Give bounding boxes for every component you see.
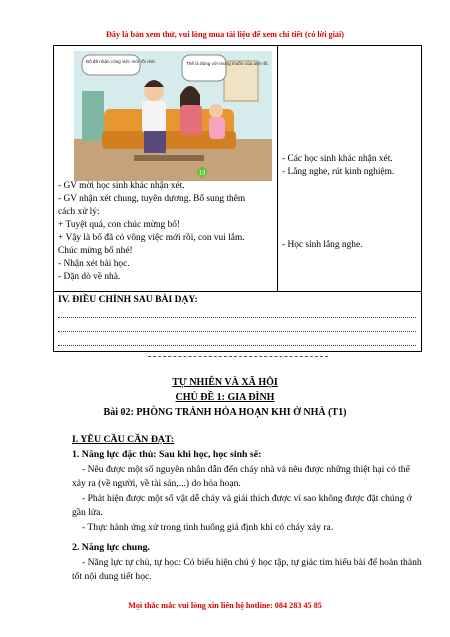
hotline-banner: Mọi thắc mắc vui lòng xin liên hệ hotline: 084 283 45 85 [128,601,322,610]
lesson-title: Bài 02: PHÒNG TRÁNH HỎA HOẠN KHI Ở NHÀ (T1) [103,407,347,418]
general-competence-heading: 2. Năng lực chung. [72,542,151,553]
teacher-activities [58,180,274,284]
student-activities [282,153,418,179]
student-activity-listen: - Học sinh lắng nghe. [282,240,363,250]
requirements-heading: I. YÊU CẦU CẦN ĐẠT: [72,434,175,445]
speech-bubble-mother: Thế là đúng với mong muốn của anh rồi. [186,61,269,66]
table-divider [277,46,278,291]
family-illustration [74,51,272,181]
subject-title: TỰ NHIÊN VÀ XÃ HỘI [172,377,278,388]
text-line: + Tuyệt quá, con chúc mừng bố! [58,220,181,230]
point-3: - Thực hành ứng xử trong tình huống giả định khi có cháy xảy ra. [82,522,334,533]
section-separator [148,356,328,357]
text-line: - Lắng nghe, rút kinh nghiệm. [282,167,395,177]
text-line: + Vậy là bố đã có vông việc mới rồi, con vui lắm. [58,233,245,243]
topic-title: CHỦ ĐỀ 1: GIA ĐÌNH [175,392,275,403]
preview-banner: Đây là bản xem thử, vui lòng mua tài liệu để xem chi tiết (có lời giải) [105,30,344,39]
text-line: - Các học sinh khác nhận xét. [282,154,393,164]
text-line: - GV mời học sinh khác nhận xét. [58,181,185,191]
dotted-line [58,331,416,333]
table-divider [54,291,421,292]
text-line: Chúc mừng bố nhé! [58,246,133,256]
text-line: - GV nhận xét chung, tuyên dương. Bổ sung thêm [58,194,246,204]
point-2: - Phát hiện được một số vật dễ cháy và giải thích được vì sao không được đặt chúng ở gần lửa. [72,493,412,518]
dotted-line [58,345,416,347]
dotted-line [58,317,416,319]
point-self-study: - Năng lực tự chủ, tự học: Có biểu hiện chú ý học tập, tự giác tìm hiểu bài để hoàn thành tốt nội dung tiết học. [72,557,422,582]
speech-bubble-father: Bố đã nhận công việc mới rồi nhé. [86,59,156,64]
text-line: - Dặn dò về nhà. [58,272,121,282]
lesson-table [53,45,422,352]
page-number: 13 [198,170,206,177]
text-line: cách xử lý: [58,207,100,217]
specific-competence-heading: 1. Năng lực đặc thù: Sau khi học, học sinh sẽ: [72,449,262,460]
section-adjustment-heading: IV. ĐIỀU CHỈNH SAU BÀI DẠY: [58,294,198,305]
text-line: - Nhận xét bài học. [58,259,130,269]
point-1: - Nêu được một số nguyên nhân dẫn đến cháy nhà và nêu được những thiệt hại có thể xảy ra (về người, về tài sản,...) do hỏa hoạn. [72,464,410,489]
